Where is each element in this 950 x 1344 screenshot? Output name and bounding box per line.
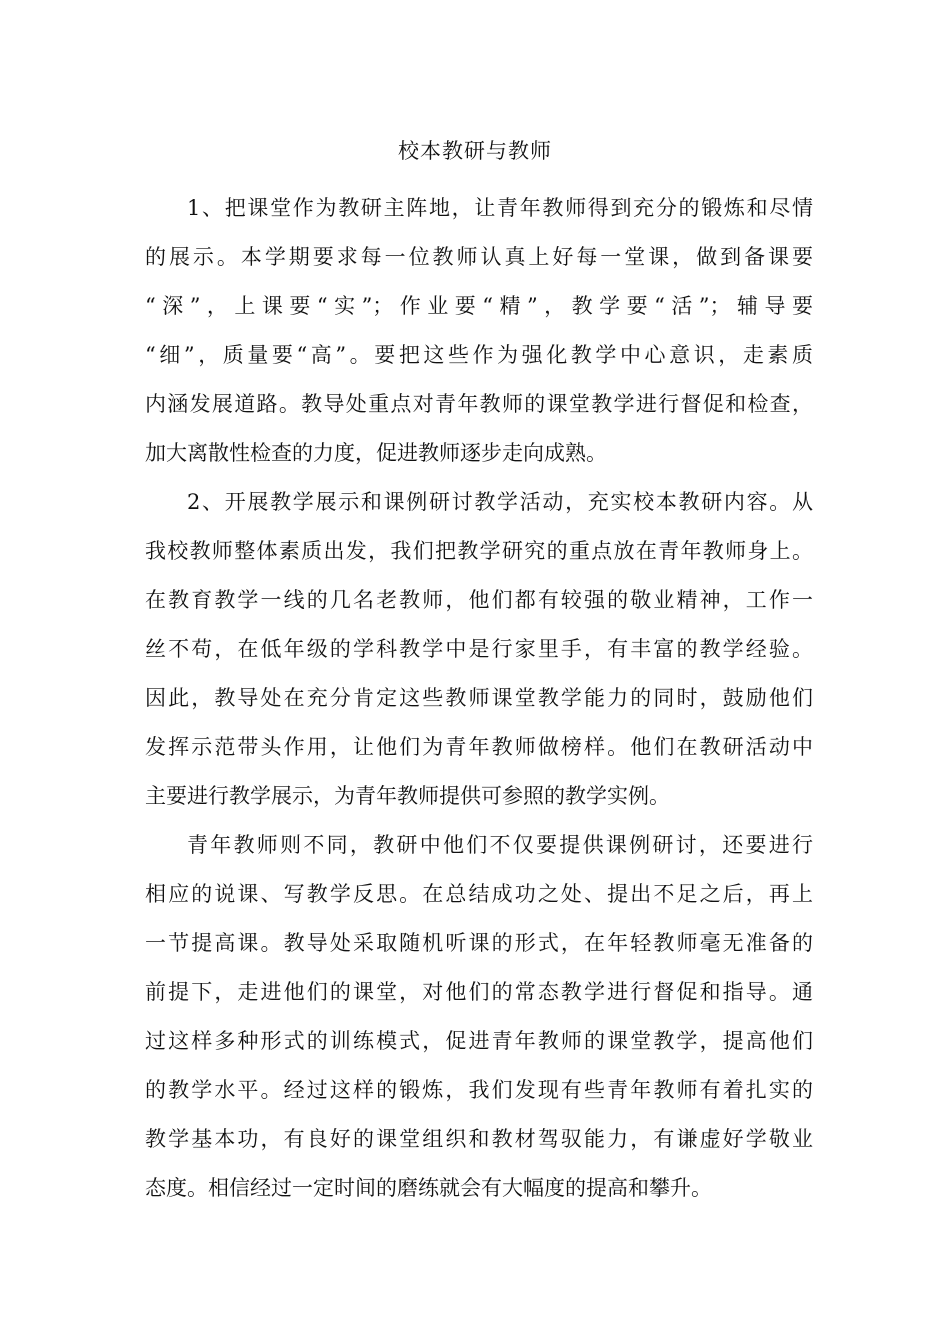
text-line: 前提下，走进他们的课堂，对他们的常态教学进行督促和指导。通 [145,980,813,1004]
text-line: 内涵发展道路。教导处重点对青年教师的课堂教学进行督促和检查， [145,392,813,416]
text-line: 青年教师则不同，教研中他们不仅要提供课例研讨，还要进行 [187,833,813,857]
text-line: 的展示。本学期要求每一位教师认真上好每一堂课，做到备课要 [145,245,813,269]
text-line: 在教育教学一线的几名老教师，他们都有较强的敬业精神，工作一 [145,588,813,612]
text-line: 教学基本功，有良好的课堂组织和教材驾驭能力，有谦虚好学敬业 [145,1127,813,1151]
text-line: 我校教师整体素质出发，我们把教学研究的重点放在青年教师身上。 [145,539,813,563]
text-line: 过这样多种形式的训练模式，促进青年教师的课堂教学，提高他们 [145,1029,813,1053]
text-line: 态度。相信经过一定时间的磨练就会有大幅度的提高和攀升。 [145,1176,712,1200]
text-line: “细”，质量要“高”。要把这些作为强化教学中心意识，走素质 [145,343,813,367]
text-line: “深”，上课要“实”；作业要“精”，教学要“活”；辅导要 [145,294,813,318]
text-line: 丝不苟，在低年级的学科教学中是行家里手，有丰富的教学经验。 [145,637,813,661]
text-line: 1、把课堂作为教研主阵地，让青年教师得到充分的锻炼和尽情 [187,196,813,220]
text-line: 主要进行教学展示，为青年教师提供可参照的教学实例。 [145,784,670,808]
text-line: 2、开展教学展示和课例研讨教学活动，充实校本教研内容。从 [187,490,813,514]
text-line: 一节提高课。教导处采取随机听课的形式，在年轻教师毫无准备的 [145,931,813,955]
text-line: 的教学水平。经过这样的锻炼，我们发现有些青年教师有着扎实的 [145,1078,813,1102]
text-line: 相应的说课、写教学反思。在总结成功之处、提出不足之后，再上 [145,882,813,906]
document-title: 校本教研与教师 [398,139,552,163]
text-line: 加大离散性检查的力度，促进教师逐步走向成熟。 [145,441,607,465]
document-body [145,184,813,1213]
text-line: 因此，教导处在充分肯定这些教师课堂教学能力的同时，鼓励他们 [145,686,813,710]
text-line: 发挥示范带头作用，让他们为青年教师做榜样。他们在教研活动中 [145,735,813,759]
